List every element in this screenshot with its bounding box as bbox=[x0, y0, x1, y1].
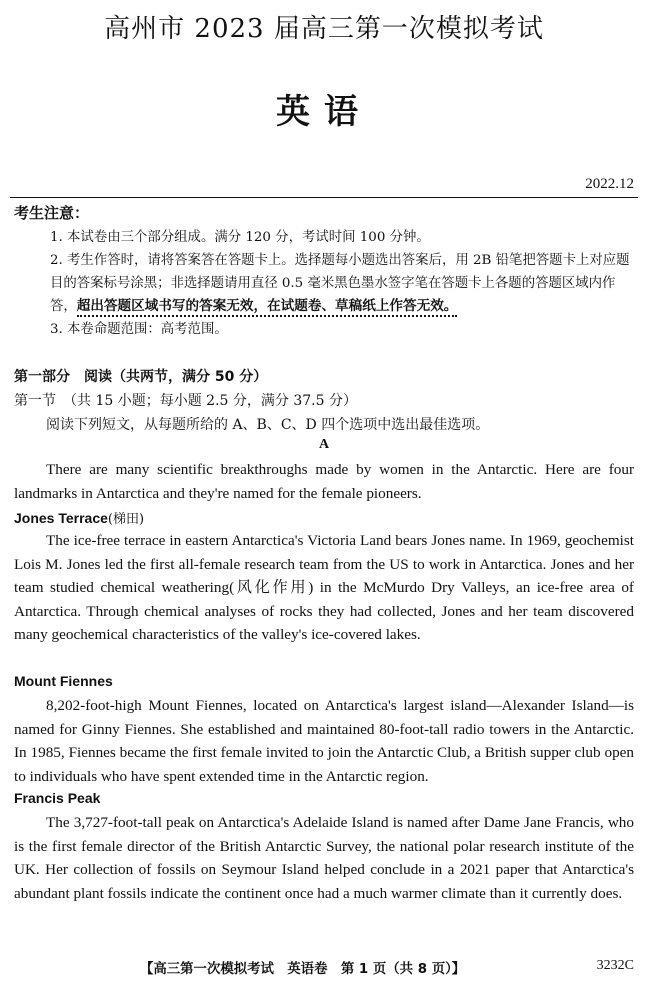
paragraph-jones-terrace: The ice-free terrace in eastern Antarctica's Victoria Land bears Jones name. In 1969, geochemist Lois M. Jones led the first all-female research team from the US to work in Antarctica. Jones and her team studied chemical weathering(风化作用) in the McMurdo Dry Valleys, an ice-free area of Antarctica. Through chemical analyses of rocks they had collected, Jones and her team discovered many geochemical characteristics of the valley's ice-covered lakes. bbox=[14, 532, 634, 643]
section-title-gloss: (梯田) bbox=[107, 512, 145, 527]
note-item-2 bbox=[50, 249, 636, 318]
footer-code: 3232C bbox=[596, 958, 634, 973]
footer-page-info: 【高三第一次模拟考试 英语卷 第 1 页（共 8 页）】 bbox=[140, 962, 466, 977]
passage-letter: A bbox=[318, 437, 330, 452]
section-heading-francis-peak: Francis Peak bbox=[14, 790, 101, 806]
subject-title: 英语 bbox=[276, 92, 372, 132]
note-item-3 bbox=[50, 318, 636, 341]
paragraph-mount-fiennes: 8,202-foot-high Mount Fiennes, located on Antarctica's largest island—Alexander Island—is named for Ginny Fiennes. She established and maintained 80-foot-tall radio towers in the Antarctic. In 1985, Fiennes became the first female invited to join the Antarctic Club, a British supper club open to individuals who have spent extended time in the Antarctic region. bbox=[14, 697, 634, 785]
part1-heading: 第一部分 阅读（共两节，满分 50 分） bbox=[14, 369, 268, 385]
section1-heading: 第一节 （共 15 小题；每小题 2.5 分，满分 37.5 分） bbox=[14, 393, 357, 409]
note-item-1 bbox=[50, 226, 636, 249]
paragraph-francis-peak: The 3,727-foot-tall peak on Antarctica's Adelaide Island is named after Dame Jane Francis, who is the first female director of the British Antarctic Survey, the national polar research institute of the UK. Her collection of fossils on Seymour Island helped conclude in a 2021 paper that Antarctica's abundant plant fossils indicate the continent once had a much warmer climate than it currently does. bbox=[14, 814, 634, 902]
note-item-2-text: 2. 考生作答时，请将答案答在答题卡上。选择题每小题选出答案后，用 2B 铅笔把答题卡上对应题目的答案标号涂黑；非选择题请用直径 0.5 毫米黑色墨水签字笔在答题卡上各题的答题区域内作答， bbox=[50, 253, 630, 314]
header-divider bbox=[10, 197, 638, 198]
section-heading-jones-terrace bbox=[14, 508, 144, 527]
passage-intro: There are many scientific breakthroughs made by women in the Antarctic. Here are four landmarks in Antarctica and they're named for the female pioneers. bbox=[14, 461, 634, 502]
section1-instruction: 阅读下列短文，从每题所给的 A、B、C、D 四个选项中选出最佳选项。 bbox=[46, 417, 490, 433]
section-heading-mount-fiennes: Mount Fiennes bbox=[14, 673, 113, 689]
section-title: Jones Terrace bbox=[14, 510, 108, 526]
exam-date: 2022.12 bbox=[585, 176, 634, 192]
note-item-2-emphasis: 超出答题区域书写的答案无效，在试题卷、草稿纸上作答无效。 bbox=[77, 298, 458, 317]
notes-heading: 考生注意： bbox=[14, 204, 90, 222]
exam-title: 高州市 2023 届高三第一次模拟考试 bbox=[104, 14, 544, 44]
note-item-1-text: 1. 本试卷由三个部分组成。满分 120 分，考试时间 100 分钟。 bbox=[50, 230, 430, 245]
note-item-3-text: 3. 本卷命题范围：高考范围。 bbox=[50, 322, 228, 337]
